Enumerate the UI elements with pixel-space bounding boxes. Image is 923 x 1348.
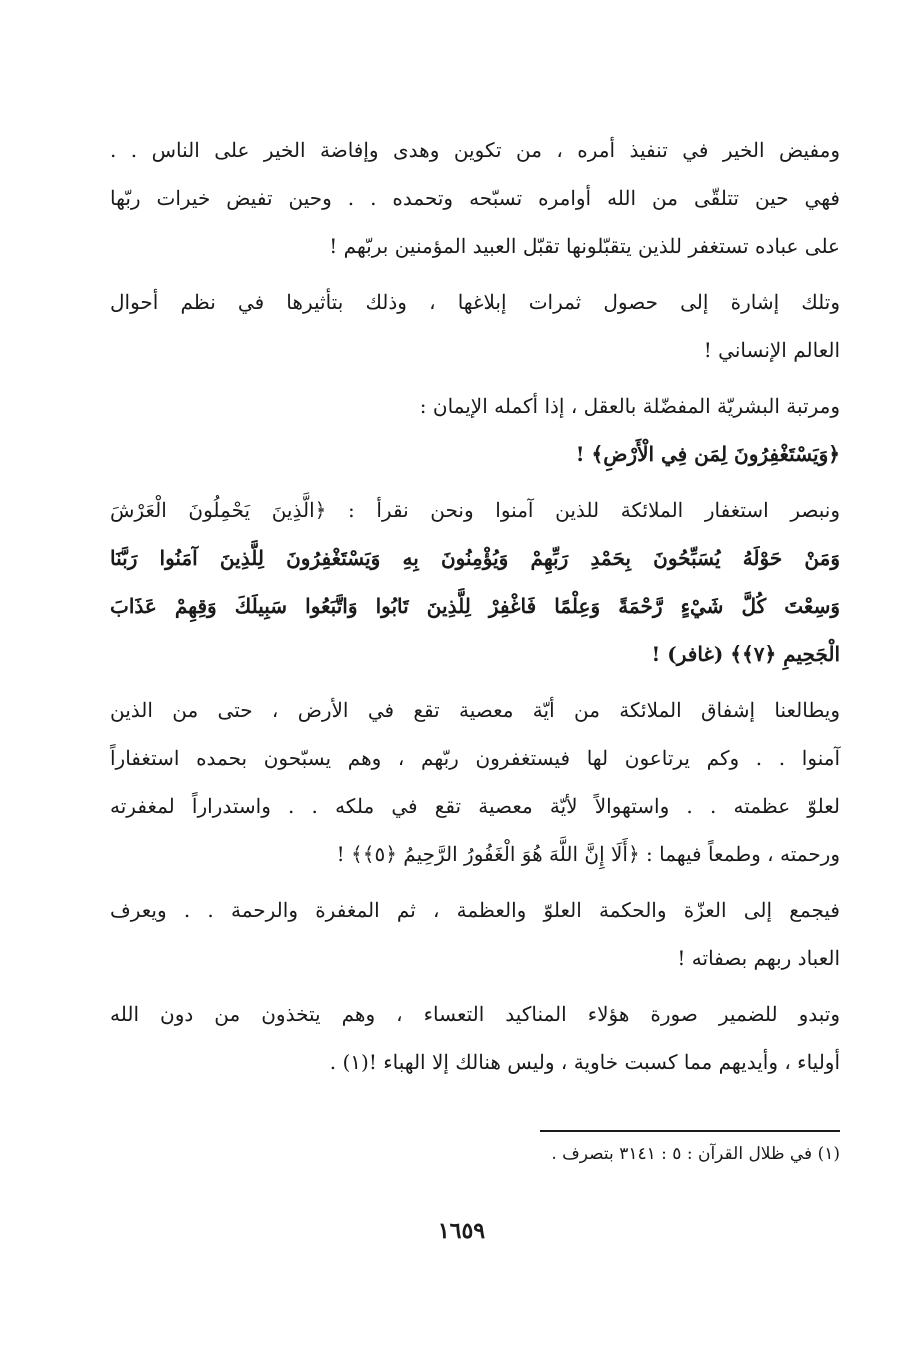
text-line: ورحمته ، وطمعاً فيهما : ﴿أَلَا إِنَّ اللَّهَ هُوَ الْغَفُورُ الرَّحِيمُ ﴿٥﴾﴾ ! <box>336 842 840 866</box>
paragraph-gap <box>110 374 840 382</box>
footnote-divider <box>540 1130 840 1132</box>
text-line: ومرتبة البشريّة المفضّلة بالعقل ، إذا أكمله الإيمان : <box>419 394 840 418</box>
text-line: لعلوّ عظمته . . واستهوالاً لأيّة معصية تقع في ملكه . . واستدراراً لمغفرته <box>110 794 840 818</box>
quran-verse-line: ﴿وَيَسْتَغْفِرُونَ لِمَن فِي الْأَرْضِ﴾ ! <box>575 442 840 466</box>
text-line: ويطالعنا إشفاق الملائكة من أيّة معصية تقع في الأرض ، حتى من الذين <box>110 698 840 722</box>
paragraph-gap <box>110 982 840 990</box>
text-line: وتبدو للضمير صورة هؤلاء المناكيد التعساء ، وهم يتخذون من دون الله <box>110 1002 840 1026</box>
text-line: وتلك إشارة إلى حصول ثمرات إبلاغها ، وذلك بتأثيرها في نظم أحوال <box>110 290 840 314</box>
text-line: العباد ربهم بصفاته ! <box>677 946 840 970</box>
page-body <box>110 126 840 1086</box>
text-line: ونبصر استغفار الملائكة للذين آمنوا ونحن نقرأ : ﴿الَّذِينَ يَحْمِلُونَ الْعَرْشَ <box>110 498 840 522</box>
text-line: ومفيض الخير في تنفيذ أمره ، من تكوين وهدى وإفاضة الخير على الناس . . <box>110 138 840 162</box>
paragraph-gap <box>110 878 840 886</box>
text-line: أولياء ، وأيديهم مما كسبت خاوية ، وليس هنالك إلا الهباء !(١) . <box>329 1050 840 1074</box>
text-line: آمنوا . . وكم يرتاعون لها فيستغفرون ربّهم ، وهم يسبّحون بحمده استغفاراً <box>110 746 840 770</box>
text-line: فهي حين تتلقّى من الله أوامره تسبّحه وتحمده . . وحين تفيض خيرات ربّها <box>110 186 840 210</box>
quran-verse-line: وَمَنْ حَوْلَهُ يُسَبِّحُونَ بِحَمْدِ رَبِّهِمْ وَيُؤْمِنُونَ بِهِ وَيَسْتَغْفِرُونَ لِلَّذِينَ آمَنُوا رَبَّنَا <box>110 546 840 570</box>
text-line: العالم الإنساني ! <box>703 338 840 362</box>
quran-verse-line: الْجَحِيمِ ﴿٧﴾﴾ (غافر) ! <box>651 642 840 666</box>
quran-verse-line: وَسِعْتَ كُلَّ شَيْءٍ رَّحْمَةً وَعِلْمًا فَاغْفِرْ لِلَّذِينَ تَابُوا وَاتَّبَعُوا سَبِيلَكَ وَقِهِمْ عَذَابَ <box>110 594 841 618</box>
paragraph-gap <box>110 270 840 278</box>
text-line: على عباده تستغفر للذين يتقبّلونها تقبّل العبيد المؤمنين بربّهم ! <box>329 234 840 258</box>
paragraph-gap <box>110 478 840 486</box>
page-number: ١٦٥٩ <box>437 1218 486 1244</box>
text-line: فيجمع إلى العزّة والحكمة العلوّ والعظمة ، ثم المغفرة والرحمة . . ويعرف <box>110 898 840 922</box>
footnote: (١) في ظلال القرآن : ٥ : ٣١٤١ بتصرف . <box>551 1144 840 1164</box>
paragraph-gap <box>110 678 840 686</box>
text-lines <box>110 126 840 1086</box>
